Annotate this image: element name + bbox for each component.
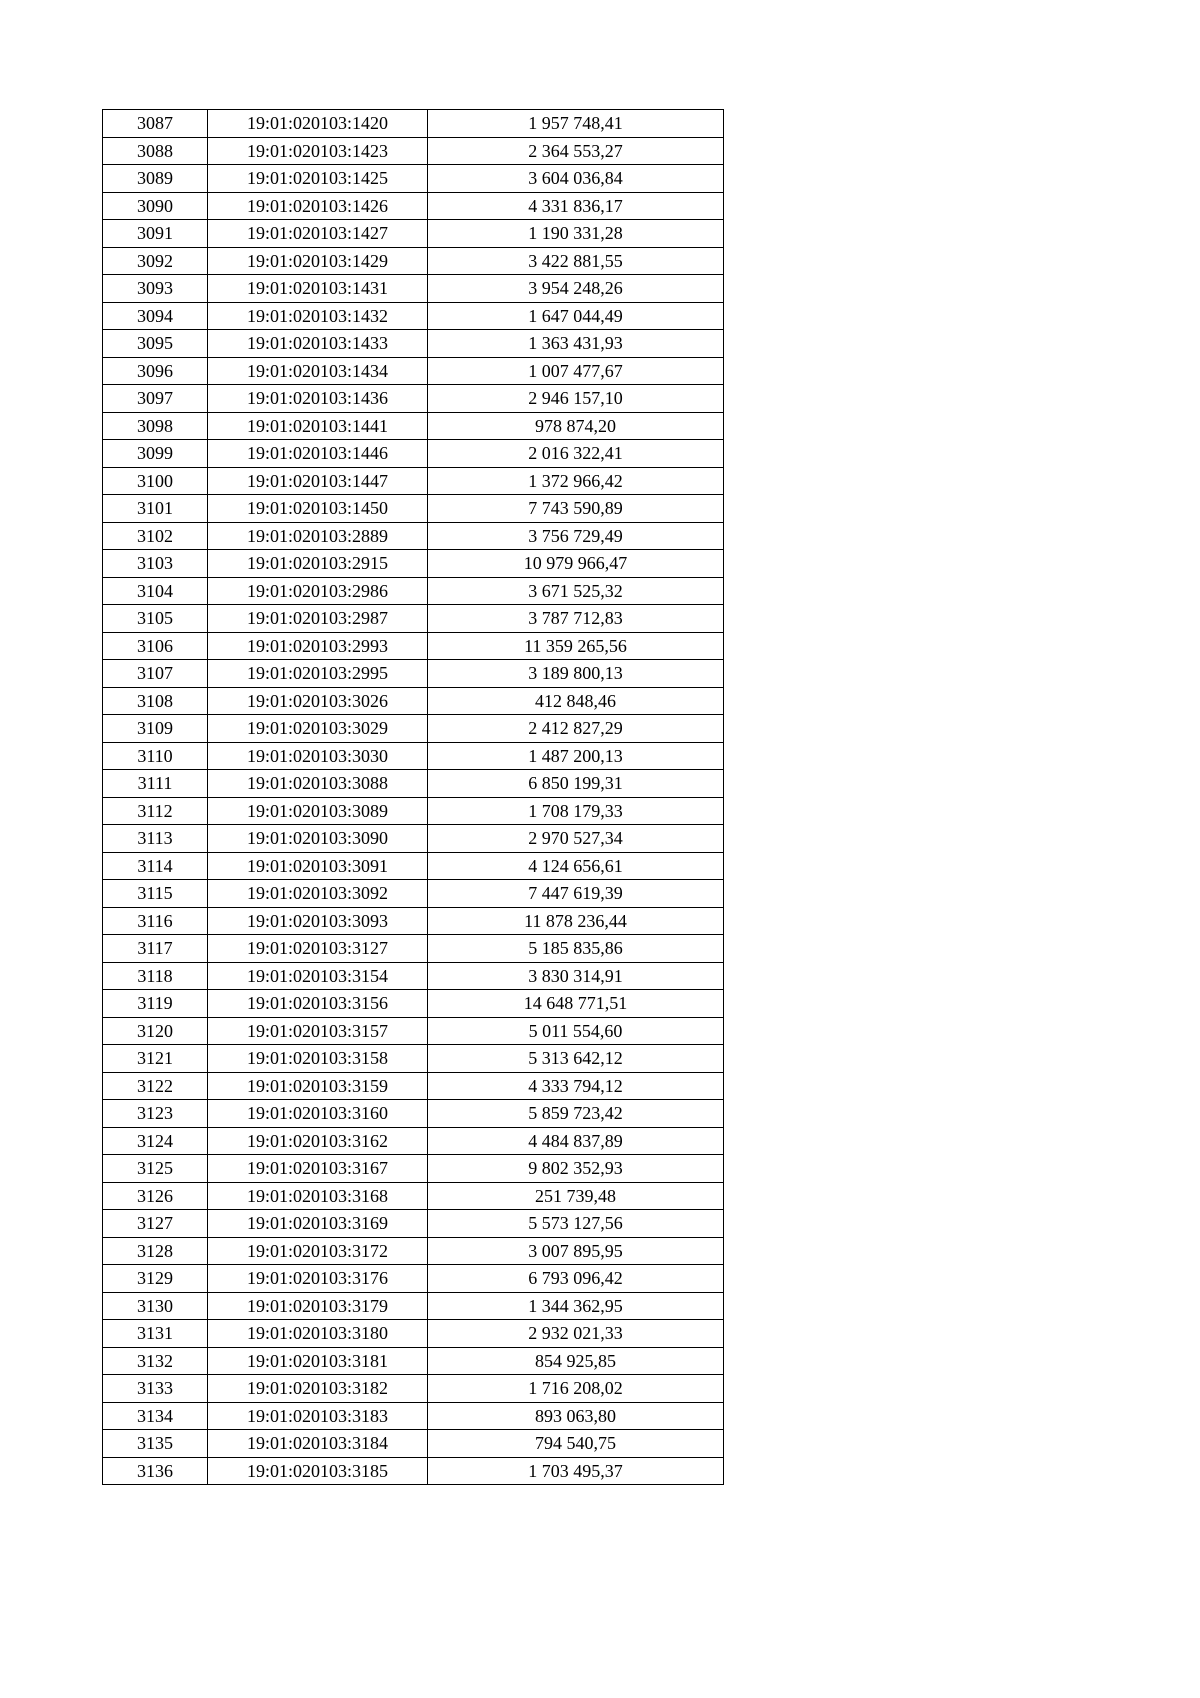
cadastral-number-cell: 19:01:020103:3183 <box>208 1402 428 1430</box>
cadastral-number-cell: 19:01:020103:1447 <box>208 467 428 495</box>
value-cell: 1 716 208,02 <box>428 1375 724 1403</box>
cadastral-number-cell: 19:01:020103:2987 <box>208 605 428 633</box>
cadastral-number-cell: 19:01:020103:1450 <box>208 495 428 523</box>
row-number-cell: 3095 <box>103 330 208 358</box>
row-number-cell: 3132 <box>103 1347 208 1375</box>
cadastral-number-cell: 19:01:020103:3093 <box>208 907 428 935</box>
table-row <box>103 797 724 825</box>
cadastral-number-cell: 19:01:020103:2986 <box>208 577 428 605</box>
table-row <box>103 1210 724 1238</box>
value-cell: 3 830 314,91 <box>428 962 724 990</box>
table-row <box>103 1100 724 1128</box>
value-cell: 4 331 836,17 <box>428 192 724 220</box>
cadastral-number-cell: 19:01:020103:3092 <box>208 880 428 908</box>
cadastral-number-cell: 19:01:020103:3156 <box>208 990 428 1018</box>
cadastral-number-cell: 19:01:020103:2889 <box>208 522 428 550</box>
row-number-cell: 3090 <box>103 192 208 220</box>
table-row <box>103 1265 724 1293</box>
cadastral-number-cell: 19:01:020103:3180 <box>208 1320 428 1348</box>
value-cell: 1 703 495,37 <box>428 1457 724 1485</box>
cadastral-number-cell: 19:01:020103:1420 <box>208 110 428 138</box>
table-row <box>103 770 724 798</box>
table-row <box>103 632 724 660</box>
row-number-cell: 3119 <box>103 990 208 1018</box>
cadastral-number-cell: 19:01:020103:1446 <box>208 440 428 468</box>
cadastral-number-cell: 19:01:020103:3172 <box>208 1237 428 1265</box>
table-row <box>103 825 724 853</box>
cadastral-number-cell: 19:01:020103:3176 <box>208 1265 428 1293</box>
row-number-cell: 3094 <box>103 302 208 330</box>
row-number-cell: 3102 <box>103 522 208 550</box>
value-cell: 1 363 431,93 <box>428 330 724 358</box>
cadastral-number-cell: 19:01:020103:3088 <box>208 770 428 798</box>
value-cell: 412 848,46 <box>428 687 724 715</box>
cadastral-number-cell: 19:01:020103:1432 <box>208 302 428 330</box>
cadastral-number-cell: 19:01:020103:1434 <box>208 357 428 385</box>
value-cell: 1 647 044,49 <box>428 302 724 330</box>
value-cell: 3 756 729,49 <box>428 522 724 550</box>
value-cell: 6 793 096,42 <box>428 1265 724 1293</box>
table-row <box>103 192 724 220</box>
table-row <box>103 1072 724 1100</box>
cadastral-number-cell: 19:01:020103:3168 <box>208 1182 428 1210</box>
cadastral-number-cell: 19:01:020103:3030 <box>208 742 428 770</box>
value-cell: 1 344 362,95 <box>428 1292 724 1320</box>
table-row <box>103 412 724 440</box>
table-row <box>103 302 724 330</box>
value-cell: 1 487 200,13 <box>428 742 724 770</box>
cadastral-number-cell: 19:01:020103:2993 <box>208 632 428 660</box>
value-cell: 3 787 712,83 <box>428 605 724 633</box>
table-row <box>103 1292 724 1320</box>
cadastral-number-cell: 19:01:020103:2915 <box>208 550 428 578</box>
row-number-cell: 3116 <box>103 907 208 935</box>
cadastral-number-cell: 19:01:020103:3184 <box>208 1430 428 1458</box>
row-number-cell: 3104 <box>103 577 208 605</box>
table-row <box>103 852 724 880</box>
value-cell: 11 359 265,56 <box>428 632 724 660</box>
table-row <box>103 1320 724 1348</box>
table-row <box>103 330 724 358</box>
value-cell: 794 540,75 <box>428 1430 724 1458</box>
value-cell: 1 957 748,41 <box>428 110 724 138</box>
row-number-cell: 3096 <box>103 357 208 385</box>
cadastral-number-cell: 19:01:020103:3026 <box>208 687 428 715</box>
cadastral-number-cell: 19:01:020103:3029 <box>208 715 428 743</box>
row-number-cell: 3098 <box>103 412 208 440</box>
row-number-cell: 3136 <box>103 1457 208 1485</box>
cadastral-number-cell: 19:01:020103:1431 <box>208 275 428 303</box>
row-number-cell: 3093 <box>103 275 208 303</box>
table-row <box>103 742 724 770</box>
table-row <box>103 1182 724 1210</box>
row-number-cell: 3135 <box>103 1430 208 1458</box>
cadastral-number-cell: 19:01:020103:3182 <box>208 1375 428 1403</box>
value-cell: 1 708 179,33 <box>428 797 724 825</box>
value-cell: 5 185 835,86 <box>428 935 724 963</box>
value-cell: 3 604 036,84 <box>428 165 724 193</box>
value-cell: 5 313 642,12 <box>428 1045 724 1073</box>
row-number-cell: 3114 <box>103 852 208 880</box>
row-number-cell: 3112 <box>103 797 208 825</box>
table-row <box>103 1347 724 1375</box>
value-cell: 2 016 322,41 <box>428 440 724 468</box>
cadastral-number-cell: 19:01:020103:1426 <box>208 192 428 220</box>
table-row <box>103 110 724 138</box>
row-number-cell: 3121 <box>103 1045 208 1073</box>
cadastral-number-cell: 19:01:020103:3090 <box>208 825 428 853</box>
row-number-cell: 3113 <box>103 825 208 853</box>
cadastral-number-cell: 19:01:020103:1427 <box>208 220 428 248</box>
row-number-cell: 3133 <box>103 1375 208 1403</box>
value-cell: 4 484 837,89 <box>428 1127 724 1155</box>
cadastral-number-cell: 19:01:020103:3167 <box>208 1155 428 1183</box>
row-number-cell: 3103 <box>103 550 208 578</box>
value-cell: 14 648 771,51 <box>428 990 724 1018</box>
cadastral-number-cell: 19:01:020103:3158 <box>208 1045 428 1073</box>
row-number-cell: 3105 <box>103 605 208 633</box>
row-number-cell: 3126 <box>103 1182 208 1210</box>
value-cell: 2 412 827,29 <box>428 715 724 743</box>
row-number-cell: 3110 <box>103 742 208 770</box>
value-cell: 4 333 794,12 <box>428 1072 724 1100</box>
row-number-cell: 3124 <box>103 1127 208 1155</box>
table-row <box>103 605 724 633</box>
cadastral-number-cell: 19:01:020103:2995 <box>208 660 428 688</box>
row-number-cell: 3115 <box>103 880 208 908</box>
value-cell: 4 124 656,61 <box>428 852 724 880</box>
row-number-cell: 3092 <box>103 247 208 275</box>
cadastral-number-cell: 19:01:020103:3160 <box>208 1100 428 1128</box>
table-row <box>103 577 724 605</box>
value-cell: 6 850 199,31 <box>428 770 724 798</box>
table-row <box>103 440 724 468</box>
row-number-cell: 3087 <box>103 110 208 138</box>
row-number-cell: 3106 <box>103 632 208 660</box>
table-row <box>103 275 724 303</box>
table-row <box>103 495 724 523</box>
value-cell: 3 422 881,55 <box>428 247 724 275</box>
value-cell: 7 743 590,89 <box>428 495 724 523</box>
value-cell: 5 011 554,60 <box>428 1017 724 1045</box>
cadastral-number-cell: 19:01:020103:1425 <box>208 165 428 193</box>
value-cell: 2 364 553,27 <box>428 137 724 165</box>
cadastral-number-cell: 19:01:020103:3169 <box>208 1210 428 1238</box>
value-cell: 3 189 800,13 <box>428 660 724 688</box>
value-cell: 11 878 236,44 <box>428 907 724 935</box>
cadastral-number-cell: 19:01:020103:3154 <box>208 962 428 990</box>
row-number-cell: 3101 <box>103 495 208 523</box>
table-row <box>103 357 724 385</box>
cadastral-number-cell: 19:01:020103:3127 <box>208 935 428 963</box>
row-number-cell: 3099 <box>103 440 208 468</box>
row-number-cell: 3091 <box>103 220 208 248</box>
cadastral-number-cell: 19:01:020103:1433 <box>208 330 428 358</box>
table-row <box>103 687 724 715</box>
table-row <box>103 385 724 413</box>
row-number-cell: 3127 <box>103 1210 208 1238</box>
value-cell: 978 874,20 <box>428 412 724 440</box>
cadastral-value-table <box>102 109 724 1485</box>
row-number-cell: 3125 <box>103 1155 208 1183</box>
table-row <box>103 962 724 990</box>
row-number-cell: 3109 <box>103 715 208 743</box>
table-row <box>103 1045 724 1073</box>
table-body <box>103 110 724 1485</box>
row-number-cell: 3100 <box>103 467 208 495</box>
value-cell: 10 979 966,47 <box>428 550 724 578</box>
table-row <box>103 880 724 908</box>
value-cell: 854 925,85 <box>428 1347 724 1375</box>
cadastral-number-cell: 19:01:020103:1441 <box>208 412 428 440</box>
cadastral-number-cell: 19:01:020103:3157 <box>208 1017 428 1045</box>
row-number-cell: 3131 <box>103 1320 208 1348</box>
table-row <box>103 1457 724 1485</box>
cadastral-number-cell: 19:01:020103:1436 <box>208 385 428 413</box>
table-row <box>103 522 724 550</box>
cadastral-number-cell: 19:01:020103:3181 <box>208 1347 428 1375</box>
cadastral-number-cell: 19:01:020103:3091 <box>208 852 428 880</box>
value-cell: 5 859 723,42 <box>428 1100 724 1128</box>
cadastral-number-cell: 19:01:020103:1429 <box>208 247 428 275</box>
table-row <box>103 1430 724 1458</box>
value-cell: 3 954 248,26 <box>428 275 724 303</box>
table-row <box>103 467 724 495</box>
row-number-cell: 3120 <box>103 1017 208 1045</box>
cadastral-number-cell: 19:01:020103:1423 <box>208 137 428 165</box>
row-number-cell: 3111 <box>103 770 208 798</box>
cadastral-number-cell: 19:01:020103:3159 <box>208 1072 428 1100</box>
table-row <box>103 1155 724 1183</box>
table-row <box>103 220 724 248</box>
value-cell: 3 671 525,32 <box>428 577 724 605</box>
value-cell: 1 190 331,28 <box>428 220 724 248</box>
table-row <box>103 550 724 578</box>
table-row <box>103 907 724 935</box>
row-number-cell: 3097 <box>103 385 208 413</box>
table-row <box>103 715 724 743</box>
table-row <box>103 137 724 165</box>
cadastral-number-cell: 19:01:020103:3089 <box>208 797 428 825</box>
table-row <box>103 1237 724 1265</box>
value-cell: 1 372 966,42 <box>428 467 724 495</box>
value-cell: 3 007 895,95 <box>428 1237 724 1265</box>
row-number-cell: 3108 <box>103 687 208 715</box>
value-cell: 2 970 527,34 <box>428 825 724 853</box>
table-row <box>103 1375 724 1403</box>
value-cell: 7 447 619,39 <box>428 880 724 908</box>
table-row <box>103 990 724 1018</box>
table-row <box>103 165 724 193</box>
value-cell: 2 932 021,33 <box>428 1320 724 1348</box>
row-number-cell: 3122 <box>103 1072 208 1100</box>
row-number-cell: 3128 <box>103 1237 208 1265</box>
row-number-cell: 3107 <box>103 660 208 688</box>
value-cell: 1 007 477,67 <box>428 357 724 385</box>
table-row <box>103 1127 724 1155</box>
table-row <box>103 660 724 688</box>
row-number-cell: 3123 <box>103 1100 208 1128</box>
row-number-cell: 3117 <box>103 935 208 963</box>
value-cell: 2 946 157,10 <box>428 385 724 413</box>
row-number-cell: 3089 <box>103 165 208 193</box>
value-cell: 251 739,48 <box>428 1182 724 1210</box>
row-number-cell: 3129 <box>103 1265 208 1293</box>
value-cell: 5 573 127,56 <box>428 1210 724 1238</box>
row-number-cell: 3088 <box>103 137 208 165</box>
table-row <box>103 935 724 963</box>
cadastral-number-cell: 19:01:020103:3179 <box>208 1292 428 1320</box>
table-row <box>103 1402 724 1430</box>
cadastral-number-cell: 19:01:020103:3185 <box>208 1457 428 1485</box>
value-cell: 9 802 352,93 <box>428 1155 724 1183</box>
value-cell: 893 063,80 <box>428 1402 724 1430</box>
cadastral-number-cell: 19:01:020103:3162 <box>208 1127 428 1155</box>
row-number-cell: 3130 <box>103 1292 208 1320</box>
table-row <box>103 1017 724 1045</box>
row-number-cell: 3118 <box>103 962 208 990</box>
table-row <box>103 247 724 275</box>
row-number-cell: 3134 <box>103 1402 208 1430</box>
